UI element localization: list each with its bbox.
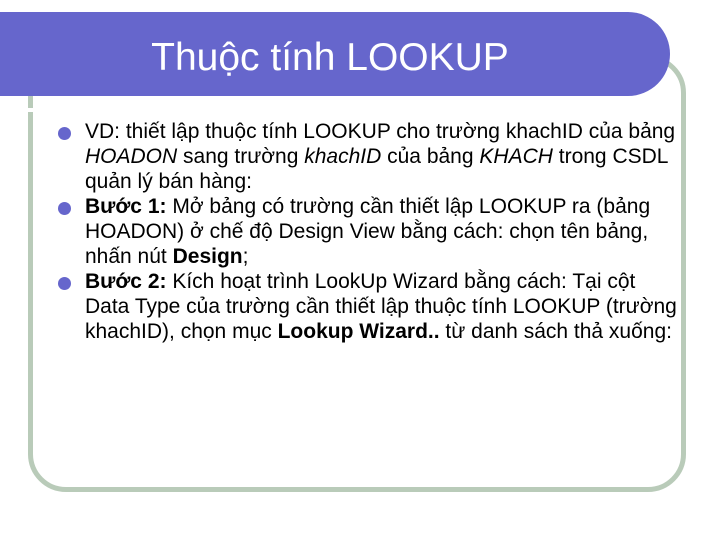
bullet-item-example [58,119,678,194]
bullet-text-part: VD: thiết lập thuộc tính LOOKUP cho trường khachID của bảng [85,120,676,143]
title-underline [0,108,640,112]
bullet-text-part: Kích hoạt trình LookUp Wizard bằng cách: Tại cột Data Type của trường cần thiết lập thuộc tính LOOKUP (trường khachID), chọn mục [85,270,677,343]
bullet-text-part: Bước 1: [85,195,167,218]
bullet-dot-icon [58,277,71,290]
bullet-text-part: ; [242,245,249,268]
bullet-text-part: HOADON [85,145,178,168]
bullet-text-part: Lookup Wizard.. [277,320,440,343]
bullet-text-part: trong CSDL quản lý bán hàng: [85,145,668,193]
bullet-text-part: Bước 2: [85,270,167,293]
bullet-item-step-1 [58,194,678,269]
bullet-dot-icon [58,127,71,140]
bullet-text-part: KHACH [479,145,553,168]
title-banner [0,12,670,96]
bullet-text-part: Design [172,245,243,268]
bullet-text-part: của bảng [381,145,480,168]
bullet-item-step-2 [58,269,678,344]
bullet-text-part: từ danh sách thả xuống: [439,320,672,343]
slide-title: Thuộc tính LOOKUP [151,36,509,79]
bullet-list [58,119,678,344]
bullet-text-part: sang trường [177,145,305,168]
bullet-dot-icon [58,202,71,215]
bullet-text-part: khachID [304,145,382,168]
bullet-text-part: Mở bảng có trường cần thiết lập LOOKUP ra (bảng HOADON) ở chế độ Design View bằng cách: chọn tên bảng, nhấn nút [85,195,651,268]
